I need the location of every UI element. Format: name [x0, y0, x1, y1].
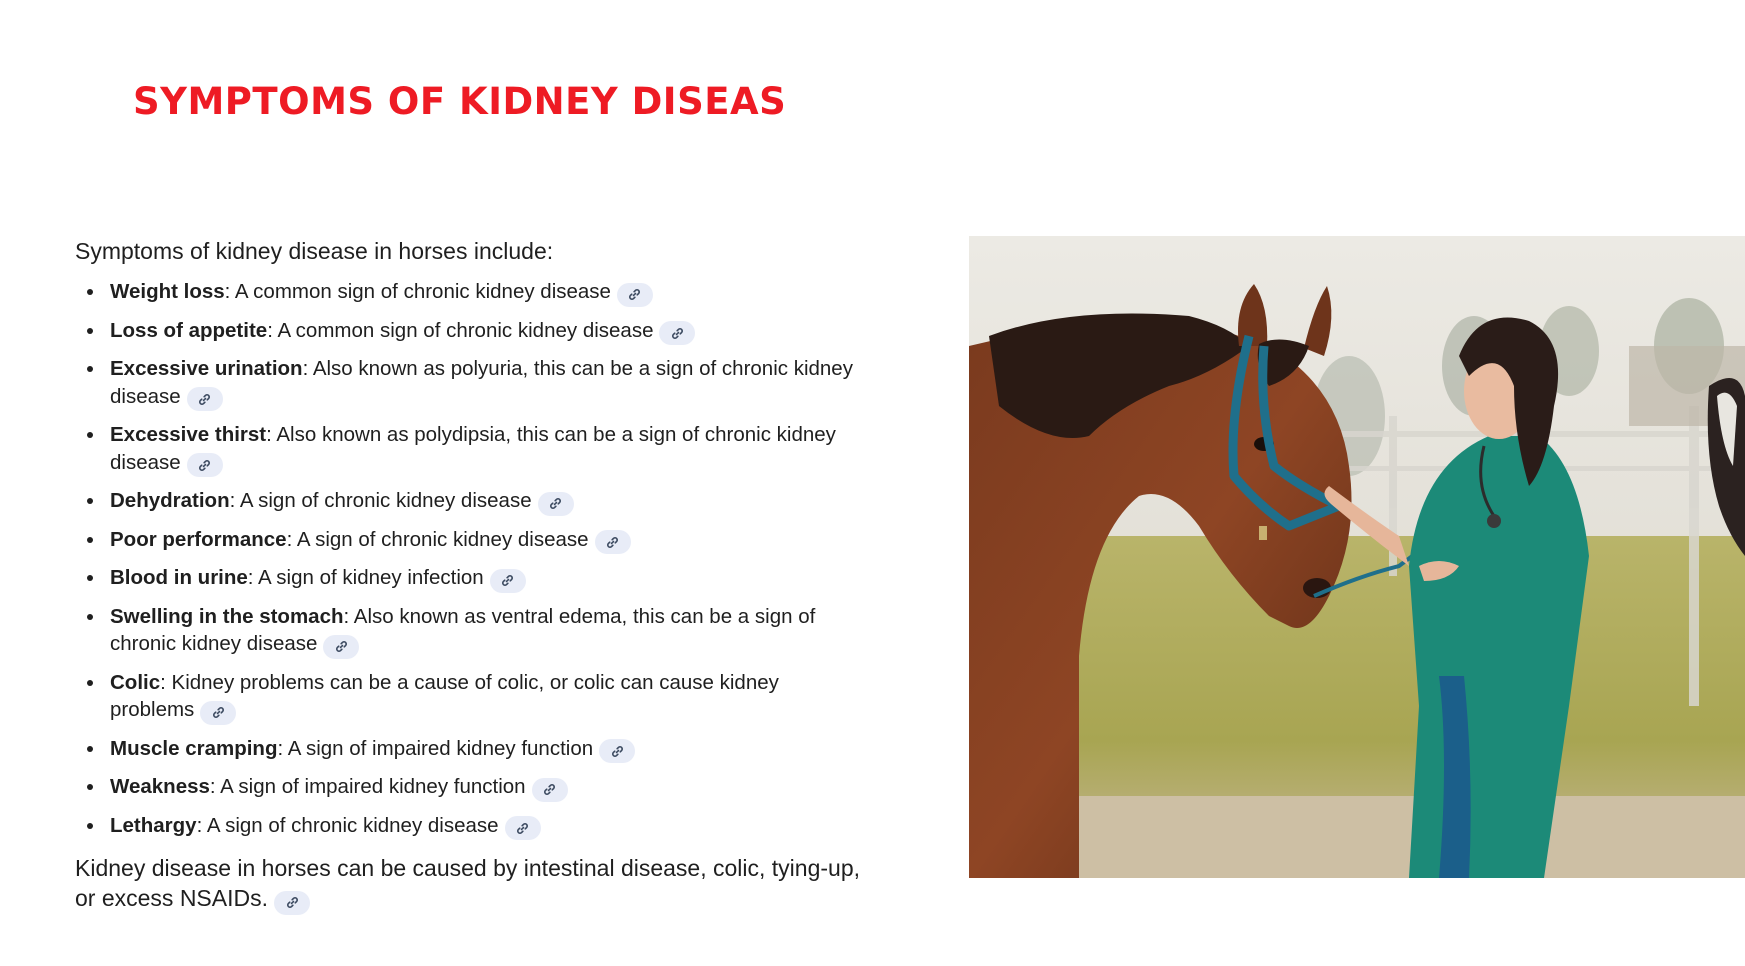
list-item: [75, 812, 865, 841]
symptom-term: Lethargy: [110, 813, 197, 837]
symptom-term: Dehydration: [110, 489, 230, 512]
symptom-term: Muscle cramping: [110, 736, 278, 760]
symptom-term: Swelling in the stomach: [110, 604, 344, 628]
source-link-button[interactable]: [599, 739, 635, 763]
symptom-list: [75, 278, 865, 850]
source-link-button[interactable]: [274, 891, 310, 915]
source-link-button[interactable]: [659, 321, 695, 345]
list-item: [75, 487, 865, 516]
source-link-button[interactable]: [532, 778, 568, 802]
link-icon: [611, 745, 624, 758]
symptom-description: : Also known as polyuria, this can be a sign of chronic kidney disease: [110, 357, 853, 408]
source-link-button[interactable]: [617, 283, 653, 307]
symptom-description: : A sign of kidney infection: [247, 566, 484, 589]
source-link-button[interactable]: [323, 635, 359, 659]
symptom-description: : Kidney problems can be a cause of colic, or colic can cause kidney problems: [110, 670, 779, 721]
link-icon: [335, 640, 348, 653]
source-link-button[interactable]: [200, 701, 236, 725]
symptom-description: : Also known as ventral edema, this can be a sign of chronic kidney disease: [110, 604, 816, 655]
link-icon: [198, 459, 211, 472]
link-icon: [516, 822, 529, 835]
symptom-description: : A common sign of chronic kidney disease: [267, 318, 654, 342]
list-item: [75, 735, 865, 764]
symptom-term: Weight loss: [110, 280, 225, 303]
symptom-term: Excessive thirst: [110, 423, 267, 446]
link-icon: [543, 783, 556, 796]
symptom-term: Blood in urine: [110, 566, 248, 589]
link-icon: [606, 536, 619, 549]
link-icon: [212, 706, 225, 719]
list-item: [75, 355, 865, 411]
list-item: [75, 669, 865, 725]
list-item: [75, 421, 865, 477]
symptom-description: : A sign of impaired kidney function: [277, 736, 594, 760]
horse-veterinarian-photo: [969, 236, 1745, 878]
list-item: [75, 603, 865, 659]
symptom-term: Poor performance: [110, 527, 287, 551]
link-icon: [628, 288, 641, 301]
source-link-button[interactable]: [187, 387, 223, 411]
list-item: [75, 317, 865, 346]
symptom-description: : A sign of chronic kidney disease: [286, 527, 589, 551]
link-icon: [671, 327, 684, 340]
list-item: [75, 564, 865, 593]
source-link-button[interactable]: [187, 453, 223, 477]
symptom-term: Weakness: [110, 775, 210, 798]
source-link-button[interactable]: [538, 492, 574, 516]
intro-text: Symptoms of kidney disease in horses include:: [75, 238, 554, 264]
summary-text-content: Kidney disease in horses can be caused by intestinal disease, colic, tying-up, or excess NSAIDs.: [75, 855, 861, 911]
link-icon: [286, 896, 299, 909]
symptom-description: : A common sign of chronic kidney disease: [224, 280, 611, 303]
source-link-button[interactable]: [490, 569, 526, 593]
summary-text: [75, 853, 875, 915]
symptom-term: Loss of appetite: [110, 318, 268, 342]
symptom-term: Colic: [110, 670, 161, 694]
list-item: [75, 773, 865, 802]
link-icon: [198, 393, 211, 406]
source-link-button[interactable]: [505, 816, 541, 840]
symptom-description: : A sign of chronic kidney disease: [229, 489, 532, 512]
list-item: [75, 526, 865, 555]
link-icon: [549, 497, 562, 510]
symptom-term: Excessive urination: [110, 357, 303, 380]
page-title: SYMPTOMS OF KIDNEY DISEAS: [133, 80, 787, 123]
source-link-button[interactable]: [595, 530, 631, 554]
symptom-description: : A sign of impaired kidney function: [209, 775, 526, 798]
symptom-description: : Also known as polydipsia, this can be a sign of chronic kidney disease: [110, 423, 836, 474]
symptom-description: : A sign of chronic kidney disease: [196, 813, 499, 837]
list-item: [75, 278, 865, 307]
link-icon: [501, 574, 514, 587]
